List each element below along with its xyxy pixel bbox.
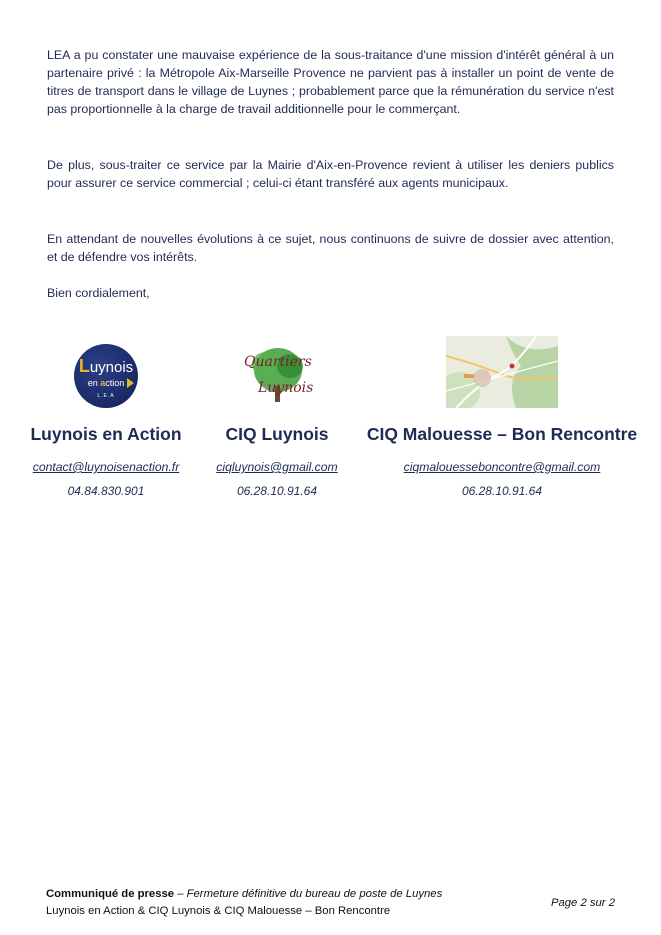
- org-name: CIQ Malouesse – Bon Rencontre: [366, 424, 638, 444]
- lea-logo-icon: Luynois en action L.E.A: [74, 344, 138, 408]
- closing-salutation: Bien cordialement,: [47, 286, 150, 300]
- svg-text:Luynois: Luynois: [258, 380, 314, 396]
- org-email-link[interactable]: contact@luynoisenaction.fr: [32, 460, 180, 474]
- svg-text:Quartiers: Quartiers: [244, 354, 312, 370]
- footer-subject: – Fermeture définitive du bureau de poste de Luynes: [174, 888, 443, 900]
- footer: [46, 886, 442, 920]
- org-email-link[interactable]: ciqmalouesseboncontre@gmail.com: [403, 460, 601, 474]
- map-thumbnail-icon: [446, 336, 558, 408]
- ciq-luynois-logo-icon: [238, 336, 316, 408]
- org-phone: 06.28.10.91.64: [236, 484, 318, 498]
- footer-authors: Luynois en Action & CIQ Luynois & CIQ Malouesse – Bon Rencontre: [46, 905, 391, 917]
- paragraph-followup: En attendant de nouvelles évolutions à ce sujet, nous continuons de suivre de dossier avec attention, et de défendre vos intérêts.: [47, 232, 614, 264]
- paragraph-intro: LEA a pu constater une mauvaise expérience de la sous-traitance d'une mission d'intérêt général à un partenaire privé : la Métropole Aix-Marseille Provence ne parvient pas à installer un point de vente de titres de transport dans le village de Luynes ; probablement parce que la rémunération du service n'est pas proportionnelle à la charge de travail additionnelle pour le commerçant.: [47, 48, 614, 116]
- org-phone: 06.28.10.91.64: [461, 484, 543, 498]
- paragraph-subcontracting: De plus, sous-traiter ce service par la Mairie d'Aix-en-Provence revient à utiliser les deniers publics pour assurer ce service commercial ; celui-ci étant transféré aux agents municipaux.: [47, 158, 614, 190]
- org-name: CIQ Luynois: [225, 424, 329, 444]
- org-email-link[interactable]: ciqluynois@gmail.com: [216, 460, 338, 474]
- org-phone: 04.84.830.901: [67, 484, 145, 498]
- footer-label: Communiqué de presse: [46, 888, 175, 900]
- page-number: Page 2 sur 2: [550, 897, 615, 909]
- org-name: Luynois en Action: [30, 424, 182, 444]
